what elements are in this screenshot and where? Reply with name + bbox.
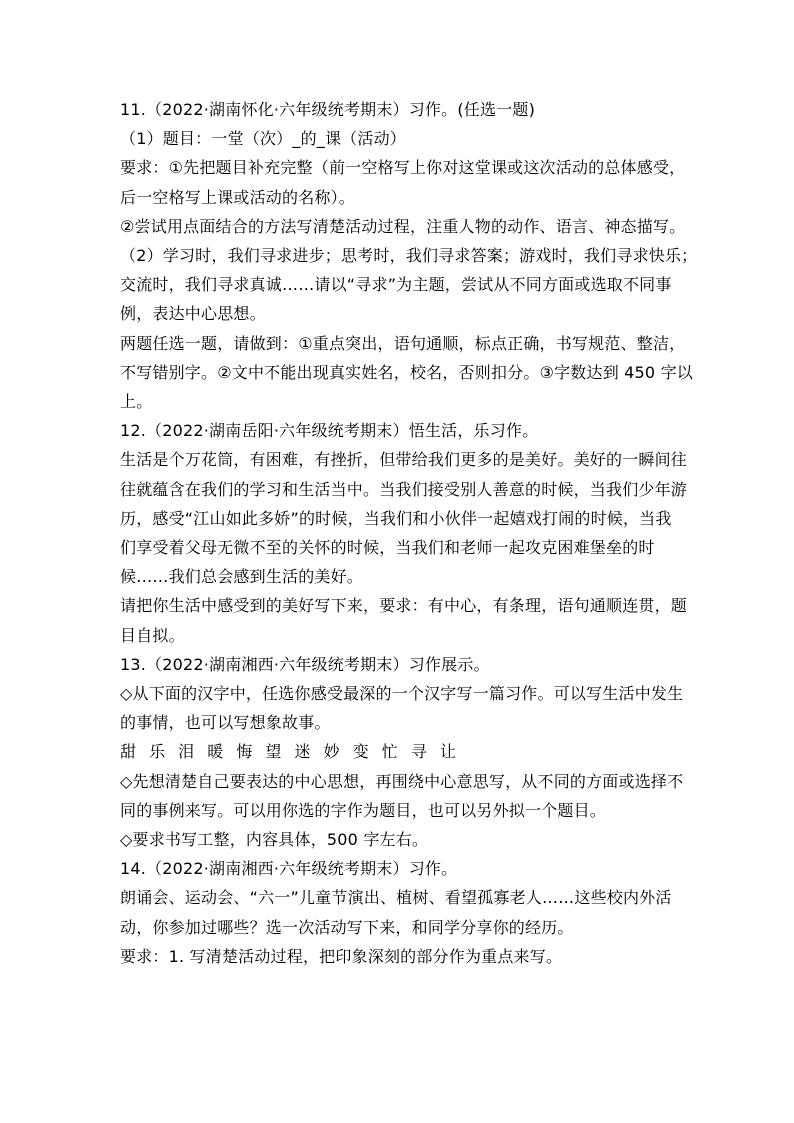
question-11-general-requirement-line: 不写错别字。②文中不能出现真实姓名，校名，否则扣分。③字数达到 450 字以 bbox=[120, 362, 693, 382]
question-11-requirement-line: 要求：①先把题目补充完整（前一空格写上你对这堂课或这次活动的总体感受， bbox=[120, 158, 686, 178]
question-14-heading: 14.（2022·湖南湘西·六年级统考期末）习作。 bbox=[120, 859, 458, 879]
question-14-body-line: 动，你参加过哪些？选一次活动写下来，和同学分享你的经历。 bbox=[120, 917, 574, 937]
question-12-heading: 12.（2022·湖南岳阳·六年级统考期末）悟生活，乐习作。 bbox=[120, 421, 539, 441]
question-12-requirement-line: 请把你生活中感受到的美好写下来，要求：有中心，有条理，语句通顺连贯，题 bbox=[120, 596, 688, 616]
question-11-option-2-line: 交流时，我们寻求真诚……请以“寻求”为主题，尝试从不同方面或选取不同事 bbox=[120, 275, 672, 295]
question-12-body-line: 们享受着父母无微不至的关怀的时候，当我们和老师一起攻克困难堡垒的时 bbox=[120, 538, 655, 558]
question-12-body-line: 生活是个万花筒，有困难，有挫折，但带给我们更多的是美好。美好的一瞬间往 bbox=[120, 450, 688, 470]
question-12-body-line: 往就蕴含在我们的学习和生活当中。当我们接受别人善意的时候，当我们少年游 bbox=[120, 479, 688, 499]
question-13-heading: 13.（2022·湖南湘西·六年级统考期末）习作展示。 bbox=[120, 654, 490, 674]
question-11-option-2-line: （2）学习时，我们寻求进步；思考时，我们寻求答案；游戏时，我们寻求快乐； bbox=[120, 246, 698, 266]
question-11-general-requirement-line: 两题任选一题，请做到：①重点突出，语句通顺，标点正确，书写规范、整洁， bbox=[120, 333, 686, 353]
question-12-requirement-line: 目自拟。 bbox=[120, 625, 185, 645]
question-13-body-line: 的事情，也可以写想象故事。 bbox=[120, 713, 331, 733]
document-page bbox=[120, 95, 698, 971]
question-11-requirement-line: ②尝试用点面结合的方法写清楚活动过程，注重人物的动作、语言、神态描写。 bbox=[120, 216, 686, 236]
question-11-general-requirement-line: 上。 bbox=[120, 392, 153, 412]
question-14-body-line: 朗诵会、运动会、“六一”儿童节演出、植树、看望孤寡老人……这些校内外活 bbox=[120, 888, 672, 908]
question-12-body-line: 候……我们总会感到生活的美好。 bbox=[120, 567, 364, 587]
question-13-body-line: ◇先想清楚自己要表达的中心思想，再围绕中心意思写，从不同的方面或选择不 bbox=[120, 771, 684, 791]
question-13-character-list: 甜 乐 泪 暖 悔 望 迷 妙 变 忙 寻 让 bbox=[120, 742, 458, 762]
question-14-requirement-line: 要求：1. 写清楚活动过程，把印象深刻的部分作为重点来写。 bbox=[120, 946, 563, 966]
question-13-body-line: ◇从下面的汉字中，任选你感受最深的一个汉字写一篇习作。可以写生活中发生 bbox=[120, 684, 684, 704]
question-11-option-1-title: （1）题目：一堂（次）_的_课（活动） bbox=[120, 129, 406, 149]
question-11-requirement-line: 后一空格写上课或活动的名称）。 bbox=[120, 187, 356, 207]
question-13-body-line: 同的事例来写。可以用你选的字作为题目，也可以另外拟一个题目。 bbox=[120, 800, 607, 820]
question-11-option-2-line: 例，表达中心思想。 bbox=[120, 304, 266, 324]
question-11-heading: 11.（2022·湖南怀化·六年级统考期末）习作。(任选一题) bbox=[120, 100, 536, 119]
question-13-body-line: ◇要求书写工整，内容具体，500 字左右。 bbox=[120, 830, 429, 850]
question-12-body-line: 历，感受“江山如此多娇”的时候，当我们和小伙伴一起嬉戏打闹的时候，当我 bbox=[120, 508, 672, 528]
